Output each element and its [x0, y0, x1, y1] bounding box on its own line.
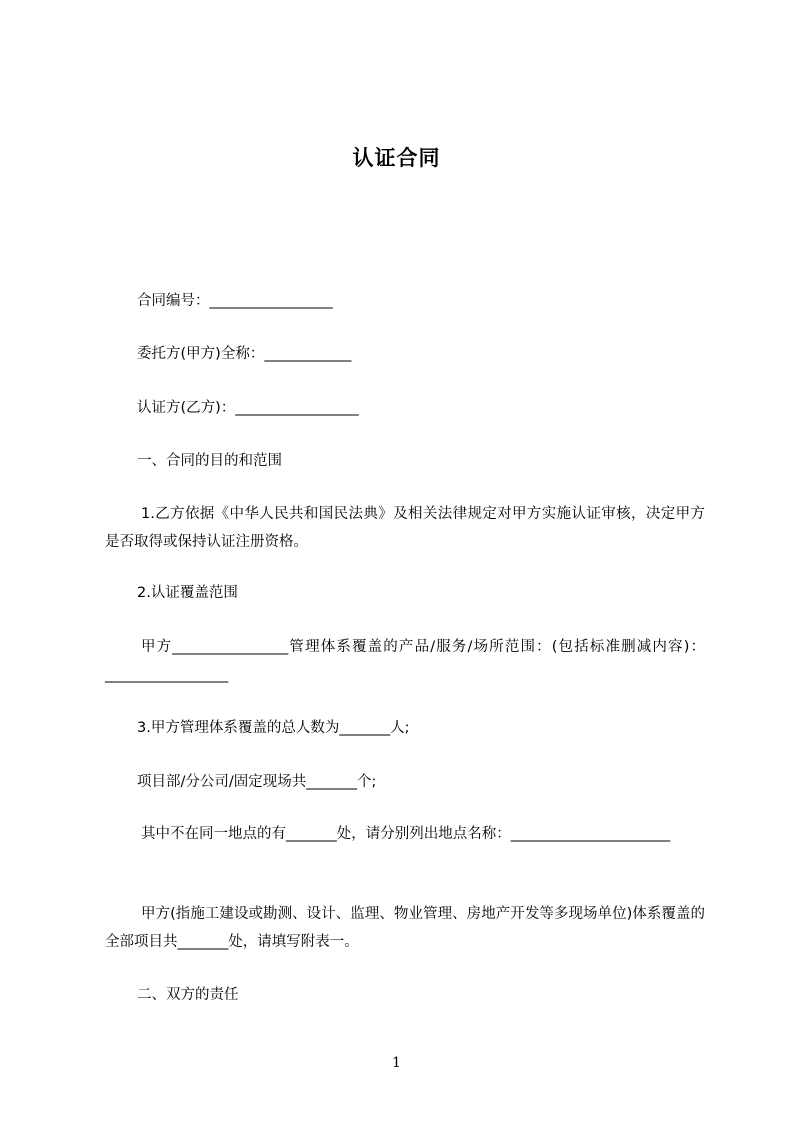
clause-2-heading: 2.认证覆盖范围	[137, 585, 238, 601]
section-heading-1: 一、合同的目的和范围	[137, 453, 282, 469]
page-number: 1	[392, 1055, 401, 1071]
clause-1-paragraph: 1.乙方依据《中华人民共和国民法典》及相关法律规定对甲方实施认证审核，决定甲方是否取得或保持认证注册资格。	[105, 506, 705, 550]
client-name-line: 委托方(甲方)全称：____________	[137, 346, 352, 362]
clause-3-projects-paragraph: 甲方(指施工建设或勘测、设计、监理、物业管理、房地产开发等多现场单位)体系覆盖的全部项目共_______处，请填写附表一。	[105, 906, 705, 950]
clause-3-sites: 项目部/分公司/固定现场共_______个;	[137, 774, 377, 790]
page-title: 认证合同	[352, 146, 441, 170]
contract-number-line: 合同编号：_________________	[137, 293, 333, 309]
certifier-name-line: 认证方(乙方)：_________________	[137, 400, 359, 416]
clause-2-paragraph: 甲方________________管理体系覆盖的产品/服务/场所范围：(包括标准删减内容)：_________________	[105, 639, 705, 683]
clause-3-headcount: 3.甲方管理体系覆盖的总人数为_______人;	[137, 720, 410, 736]
section-heading-2: 二、双方的责任	[137, 987, 239, 1003]
clause-3-locations-paragraph: 其中不在同一地点的有_______处，请分别列出地点名称：______________________	[141, 826, 671, 842]
